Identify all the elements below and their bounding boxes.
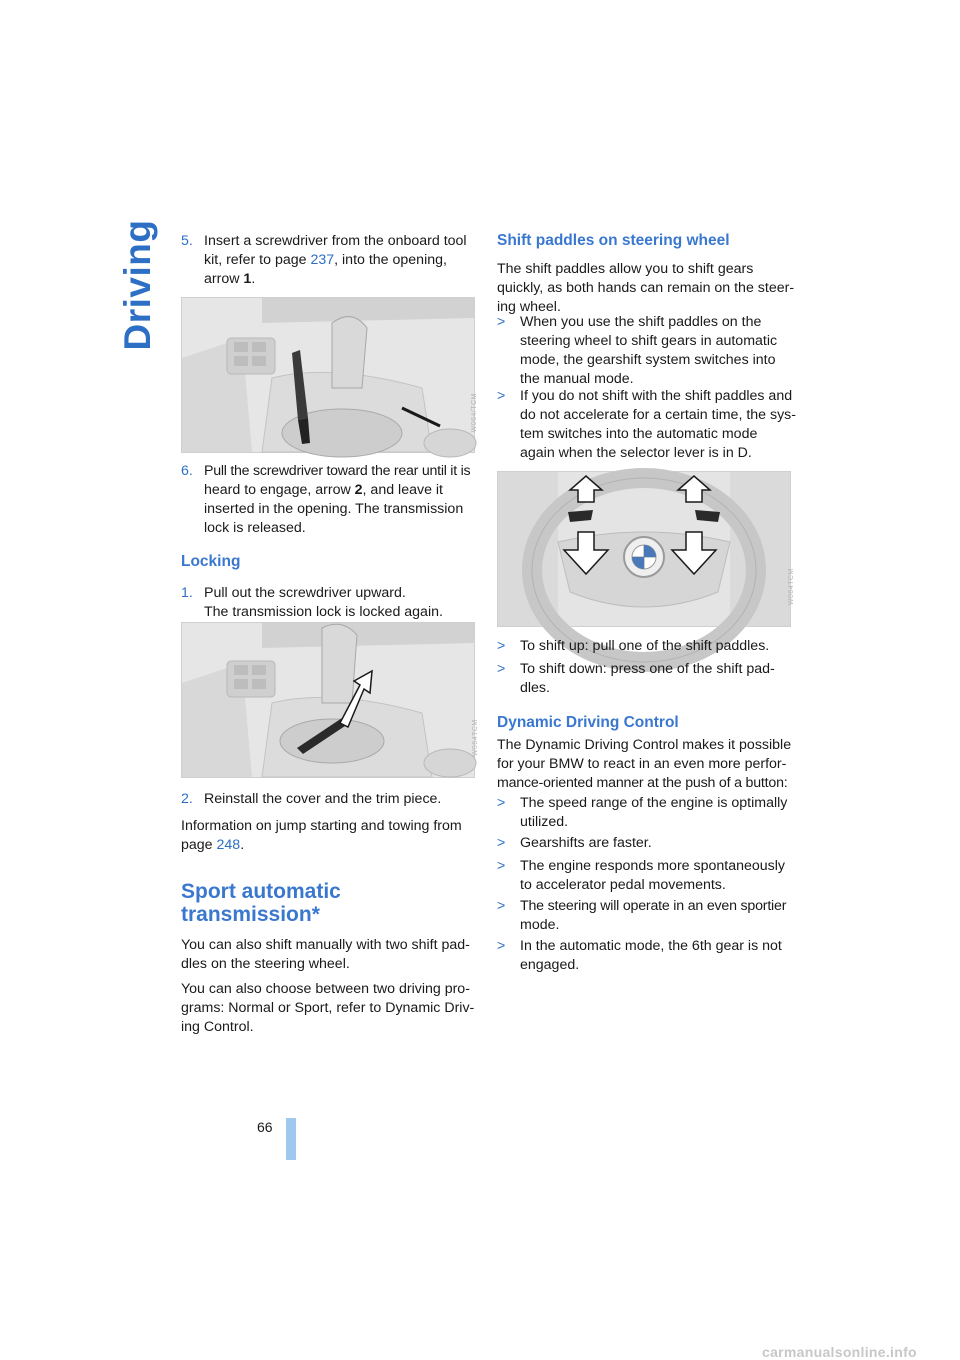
figure-code: W064TCM [787,567,795,605]
right-column [497,0,797,1100]
bullet-text: To shift up: pull one of the shift paddles. [520,638,770,654]
bullet-text: engaged. [520,957,580,973]
bullet-text: The speed range of the engine is optimally [520,795,788,811]
paragraph-text: You can also choose between two driving pro- [181,981,470,997]
bullet-text: the manual mode. [520,371,634,387]
bullet-text: Gearshifts are faster. [520,835,652,851]
bullet-text: In the automatic mode, the 6th gear is not [520,938,782,954]
paragraph-text: for your BMW to react in an even more perfor- [497,756,787,772]
step-text: Reinstall the cover and the trim piece. [204,791,442,807]
footer-watermark: carmanualsonline.info [762,1344,917,1360]
bullet-marker: > [497,388,506,404]
page-link-237[interactable]: 237 [310,252,335,268]
bullet-text: mode, the gearshift system switches into [520,352,776,368]
bullet-text: utilized. [520,814,569,830]
step-number: 5. [181,233,193,249]
bullet-text: do not accelerate for a certain time, the sys- [520,407,796,423]
step-text: Pull the screwdriver toward the rear until it is [204,463,471,479]
paragraph-text: The shift paddles allow you to shift gears [497,261,754,277]
bullet-text: again when the selector lever is in D. [520,445,752,461]
bullet-marker: > [497,858,506,874]
paragraph-text: You can also shift manually with two shift pad- [181,937,470,953]
step-text: heard to engage, arrow 2, and leave it [204,482,443,498]
bullet-text: The steering will operate in an even sportier [520,898,787,914]
bullet-text: dles. [520,680,550,696]
bullet-marker: > [497,938,506,954]
heading-shift-paddles: Shift paddles on steering wheel [497,232,730,249]
step-number: 1. [181,585,193,601]
step-text: The transmission lock is locked again. [204,604,443,620]
bullet-text: If you do not shift with the shift paddles and [520,388,793,404]
section-tab [117,219,158,351]
figure-code: W064TCM [471,718,479,756]
figure-steering-wheel [497,471,795,627]
paragraph-text: quickly, as both hands can remain on the steer- [497,280,795,296]
paragraph-text: mance-oriented manner at the push of a button: [497,775,788,791]
heading-dynamic-driving-control: Dynamic Driving Control [497,714,679,731]
paragraph-text: Information on jump starting and towing from [181,818,462,834]
bullet-text: tem switches into the automatic mode [520,426,758,442]
step-number: 2. [181,791,193,807]
section-title: Driving [117,219,158,351]
bullet-text: To shift down: press one of the shift pad- [520,661,775,677]
page-number: 66 [257,1119,273,1135]
step-text: inserted in the opening. The transmission [204,501,464,517]
console-illustration [182,623,474,777]
bullet-marker: > [497,795,506,811]
bullet-text: The engine responds more spontaneously [520,858,786,874]
figure-code: W064/TCM [470,392,478,432]
bullet-text: mode. [520,917,560,933]
heading-sport-automatic: Sport automatic transmission* [181,880,341,926]
bullet-marker: > [497,835,506,851]
bullet-text: When you use the shift paddles on the [520,314,762,330]
step-text: Pull out the screwdriver upward. [204,585,406,601]
step-number: 6. [181,463,193,479]
console-illustration [182,298,474,452]
bullet-marker: > [497,661,506,677]
page-marker-bar [286,1118,296,1160]
step-text: kit, refer to page 237, into the opening, [204,252,447,268]
bullet-text: steering wheel to shift gears in automatic [520,333,778,349]
bullet-marker: > [497,898,506,914]
figure-screwdriver-remove [181,622,479,778]
steering-wheel-illustration [498,472,790,626]
page-link-248[interactable]: 248 [216,837,241,853]
bullet-marker: > [497,314,506,330]
bullet-text: to accelerator pedal movements. [520,877,726,893]
paragraph-text: The Dynamic Driving Control makes it possible [497,737,792,753]
figure-screwdriver-insert [181,297,478,453]
heading-locking: Locking [181,553,241,570]
paragraph-text: page 248. [181,837,245,853]
step-text: lock is released. [204,520,306,536]
left-column [181,0,479,1100]
bullet-marker: > [497,638,506,654]
step-text: Insert a screwdriver from the onboard tool [204,233,467,249]
paragraph-text: ing wheel. [497,299,561,315]
paragraph-text: grams: Normal or Sport, refer to Dynamic Driv- [181,1000,475,1016]
paragraph-text: ing Control. [181,1019,254,1035]
paragraph-text: dles on the steering wheel. [181,956,350,972]
step-text: arrow 1. [204,271,256,287]
